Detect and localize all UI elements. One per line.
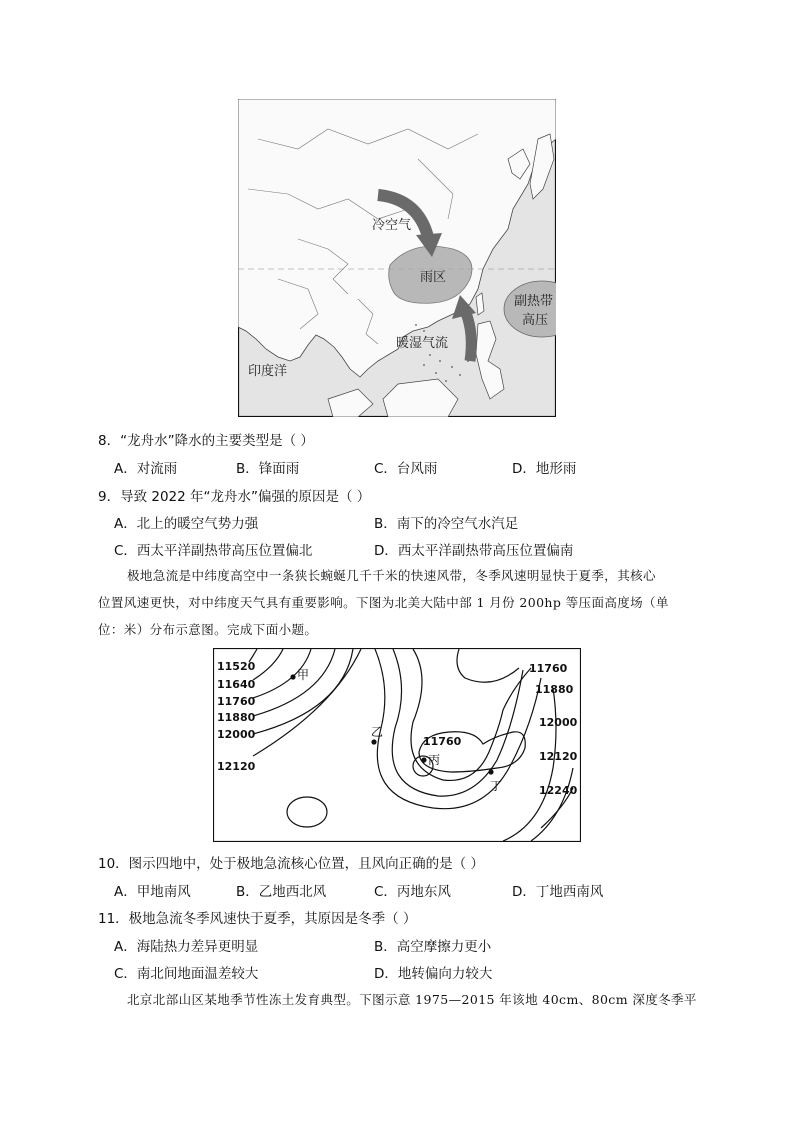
q10-option-a[interactable]: A．甲地南风 bbox=[114, 884, 191, 900]
intro2-line1: 极地急流是中纬度高空中一条狭长蜿蜒几千千米的快速风带，冬季风速明显快于夏季，其核心 bbox=[127, 568, 656, 583]
contour-label-right-4: 12240 bbox=[539, 784, 578, 797]
question-10-stem: 10．图示四地中，处于极地急流核心位置，且风向正确的是（ ） bbox=[98, 856, 484, 872]
q11-option-d[interactable]: D．地转偏向力较大 bbox=[374, 966, 493, 982]
q10-option-c[interactable]: C．丙地东风 bbox=[374, 884, 451, 900]
q8-option-d[interactable]: D．地形雨 bbox=[512, 461, 577, 477]
q9-option-b[interactable]: B．南下的冷空气水汽足 bbox=[374, 516, 519, 532]
contour-label-left-2: 11760 bbox=[217, 695, 256, 708]
map-figure bbox=[238, 99, 556, 417]
intro3-line1: 北京北部山区某地季节性冻土发育典型。下图示意 1975—2015 年该地 40cm、80cm 深度冬季平 bbox=[127, 992, 697, 1007]
east-asia-rain-map bbox=[238, 99, 556, 417]
point-ding-label: 丁 bbox=[490, 779, 503, 793]
contour-label-left-0: 11520 bbox=[217, 660, 256, 673]
contour-label-left-5: 12120 bbox=[217, 760, 256, 773]
point-yi-label: 乙 bbox=[371, 725, 384, 739]
q11-option-c[interactable]: C．南北间地面温差较大 bbox=[114, 966, 259, 982]
contour-label-left-1: 11640 bbox=[217, 678, 256, 691]
intro2-line2: 位置风速更快，对中纬度天气具有重要影响。下图为北美大陆中部 1 月份 200hp 等压面高度场（单 bbox=[98, 595, 669, 610]
contour-label-inner: 11760 bbox=[423, 735, 462, 748]
warm-moist-flow-label: 暖湿气流 bbox=[396, 336, 449, 351]
point-bing-label: 丙 bbox=[428, 753, 441, 767]
contour-figure bbox=[213, 648, 581, 842]
q8-option-c[interactable]: C．台风雨 bbox=[374, 461, 438, 477]
cold-air-label: 冷空气 bbox=[372, 218, 412, 233]
q11-option-a[interactable]: A．海陆热力差异更明显 bbox=[114, 939, 259, 955]
contour-label-left-3: 11880 bbox=[217, 711, 256, 724]
contour-label-right-3: 12120 bbox=[539, 750, 578, 763]
q10-option-d[interactable]: D．丁地西南风 bbox=[512, 884, 604, 900]
q9-option-d[interactable]: D．西太平洋副热带高压位置偏南 bbox=[374, 543, 574, 559]
warm-air-arrow bbox=[466, 313, 471, 361]
q9-option-c[interactable]: C．西太平洋副热带高压位置偏北 bbox=[114, 543, 313, 559]
q9-option-a[interactable]: A．北上的暖空气势力强 bbox=[114, 516, 259, 532]
point-bing-marker bbox=[421, 757, 426, 762]
point-ding-marker bbox=[488, 769, 493, 774]
q8-option-b[interactable]: B．锋面雨 bbox=[236, 461, 300, 477]
intro2-line3: 位：米）分布示意图。完成下面小题。 bbox=[98, 622, 318, 637]
question-11-stem: 11．极地急流冬季风速快于夏季，其原因是冬季（ ） bbox=[98, 911, 417, 927]
rain-area-label: 雨区 bbox=[420, 270, 447, 285]
point-yi-marker bbox=[371, 739, 376, 744]
contour-label-right-2: 12000 bbox=[539, 716, 578, 729]
contour-label-right-0: 11760 bbox=[529, 662, 568, 675]
jet-stream-contour-map bbox=[213, 648, 581, 842]
contour-label-right-1: 11880 bbox=[535, 683, 574, 696]
subtropical-high-label-2: 高压 bbox=[522, 313, 549, 328]
q10-option-b[interactable]: B．乙地西北风 bbox=[236, 884, 327, 900]
question-8-stem: 8．“龙舟水”降水的主要类型是（ ） bbox=[98, 433, 314, 449]
q11-option-b[interactable]: B．高空摩擦力更小 bbox=[374, 939, 492, 955]
subtropical-high-label-1: 副热带 bbox=[514, 294, 554, 309]
point-jia-label: 甲 bbox=[297, 668, 310, 682]
q8-option-a[interactable]: A．对流雨 bbox=[114, 461, 178, 477]
question-9-stem: 9．导致 2022 年“龙舟水”偏强的原因是（ ） bbox=[98, 489, 371, 505]
indian-ocean-label: 印度洋 bbox=[248, 364, 288, 379]
contour-label-left-4: 12000 bbox=[217, 728, 256, 741]
point-jia-marker bbox=[290, 674, 295, 679]
